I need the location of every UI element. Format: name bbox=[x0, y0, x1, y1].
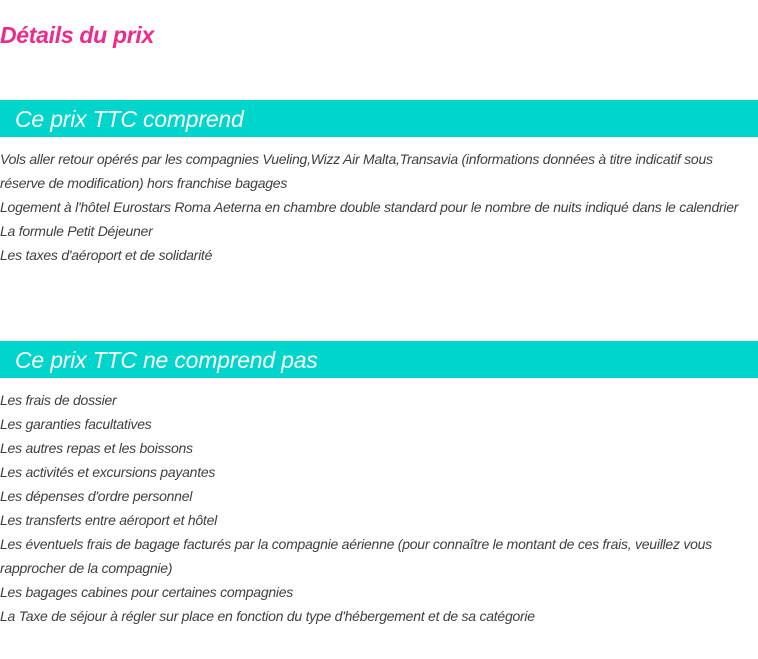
excluded-section bbox=[0, 341, 758, 628]
excluded-item: Les activités et excursions payantes bbox=[0, 464, 216, 480]
excluded-heading: Ce prix TTC ne comprend pas bbox=[15, 346, 318, 373]
included-item: La formule Petit Déjeuner bbox=[0, 223, 153, 239]
excluded-item: Les frais de dossier bbox=[0, 392, 117, 408]
included-item: Logement à l'hôtel Eurostars Roma Aeterna en chambre double standard pour le nombre de nuits indiqué dans le calendrier bbox=[0, 199, 739, 215]
excluded-item: Les dépenses d'ordre personnel bbox=[0, 488, 193, 504]
excluded-item: Les bagages cabines pour certaines compagnies bbox=[0, 584, 294, 600]
included-section bbox=[0, 100, 758, 267]
included-section-header bbox=[0, 100, 758, 137]
included-heading: Ce prix TTC comprend bbox=[15, 105, 244, 132]
excluded-item: Les garanties facultatives bbox=[0, 416, 152, 432]
excluded-item: Les autres repas et les boissons bbox=[0, 440, 193, 456]
excluded-item: Les éventuels frais de bagage facturés par la compagnie aérienne (pour connaître le montant de ces frais, veuillez vous rapprocher de la compagnie) bbox=[0, 536, 712, 576]
included-list bbox=[0, 147, 758, 267]
excluded-section-header bbox=[0, 341, 758, 378]
included-item: Les taxes d'aéroport et de solidarité bbox=[0, 247, 213, 263]
included-item: Vols aller retour opérés par les compagnies Vueling,Wizz Air Malta,Transavia (informations données à titre indicatif sous réserve de modification) hors franchise bagages bbox=[0, 151, 713, 191]
page-title: Détails du prix bbox=[0, 22, 154, 48]
excluded-list bbox=[0, 388, 758, 628]
excluded-item: Les transferts entre aéroport et hôtel bbox=[0, 512, 217, 528]
excluded-item: La Taxe de séjour à régler sur place en fonction du type d'hébergement et de sa catégorie bbox=[0, 608, 535, 624]
